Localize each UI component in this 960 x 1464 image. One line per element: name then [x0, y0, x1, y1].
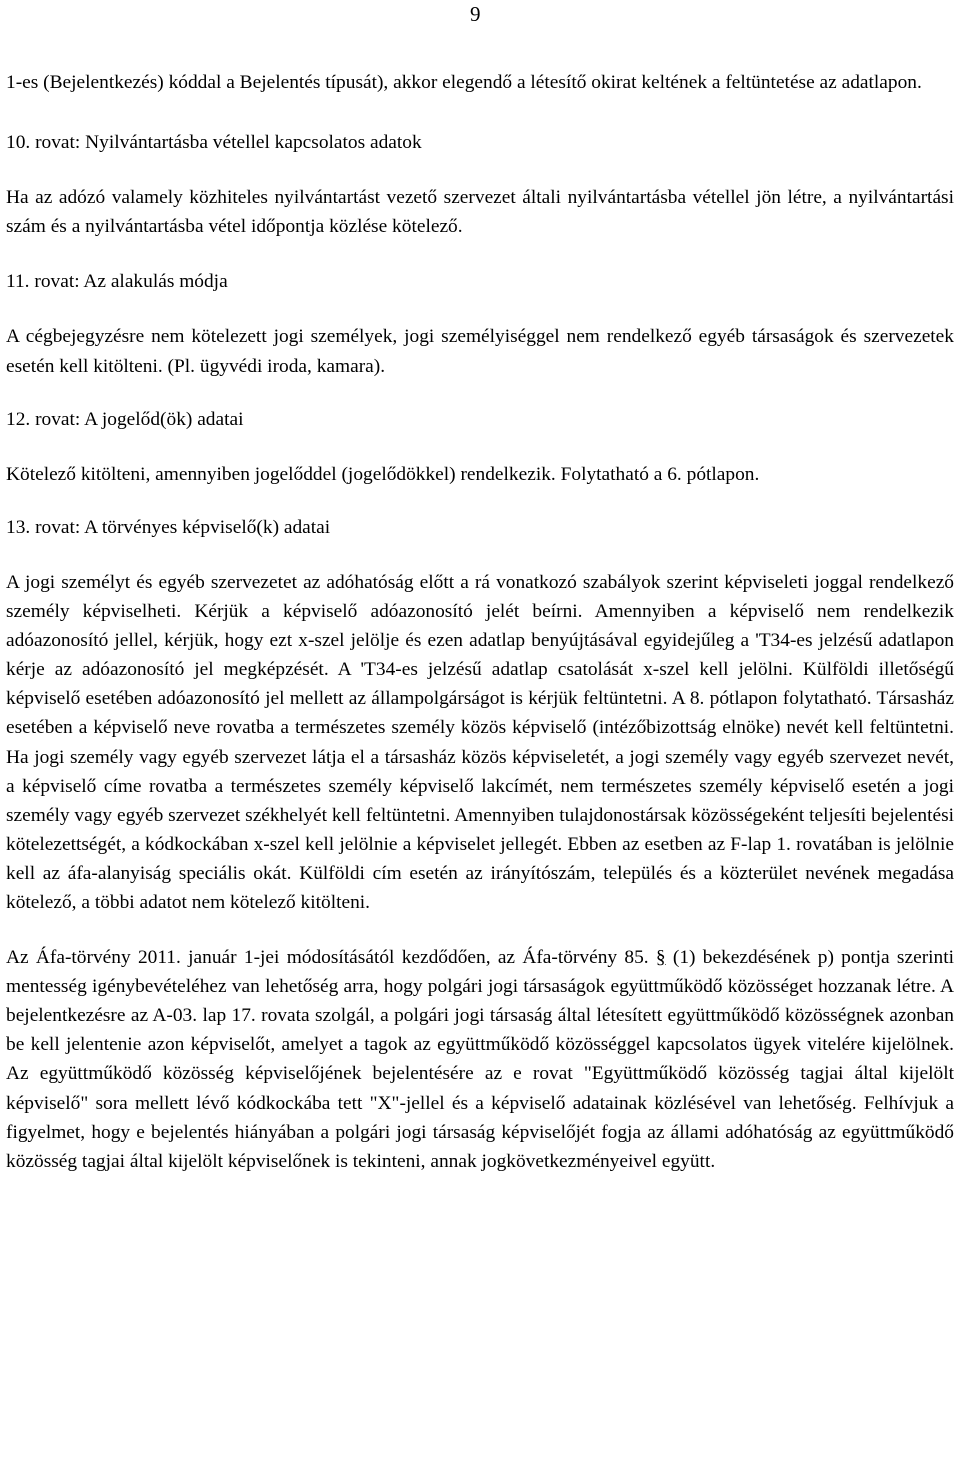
section-10-heading: 10. rovat: Nyilvántartásba vétellel kapcsolatos adatok — [6, 132, 422, 154]
section-11-heading: 11. rovat: Az alakulás módja — [6, 271, 228, 293]
afa-paragraph-start: Az Áfa-törvény 2011. január 1-jei módosításától kezdődően, az Áfa-törvény 85. — [6, 947, 656, 969]
afa-paragraph — [6, 943, 954, 1176]
section-10-body: Ha az adózó valamely közhiteles nyilvántartást vezető szervezet általi nyilvántartásba vétellel jön létre, a nyilvántartási szám és a nyilvántartásba vétel időpontja közlése kötelező. — [6, 187, 954, 238]
section-12-heading: 12. rovat: A jogelőd(ök) adatai — [6, 408, 244, 430]
section-13-heading: 13. rovat: A törvényes képviselő(k) adatai — [6, 516, 331, 538]
section-12-body: Kötelező kitölteni, amennyiben jogelőddel (jogelődökkel) rendelkezik. Folytatható a 6. pótlapon. — [6, 463, 760, 485]
document-body — [6, 68, 954, 1176]
page-number: 9 — [470, 2, 481, 26]
section-sign: § — [655, 947, 666, 969]
section-11-body: A cégbejegyzésre nem kötelezett jogi személyek, jogi személyiséggel nem rendelkező egyéb társaságok és szervezetek esetén kell kitölteni. (Pl. ügyvédi iroda, kamara). — [6, 326, 954, 377]
afa-paragraph-rest: (1) bekezdésének p) pontja szerinti mentesség igénybevételéhez van lehetőség arra, hogy polgári jogi társaságok együttműködő közösséget hozzanak létre. A bejelentkezésre az A-03. lap 17. rovata szolgál, a polgári jogi társaság által létesített együttműködő közösségnek azonban be kell jelentenie azon képviselőt, amelyet a tagok az együttműködő közösséggel kapcsolatos ügyek vitelére kijelölnek. Az együttműködő közösség képviselőjének bejelentésére az e rovat "Együttműködő közösség tagjai által kijelölt képviselő" sora mellett lévő kódkockába tett "X"-jellel és a képviselő adatainak közlésével van lehetőség. Felhívjuk a figyelmet, hogy e bejelentés hiányában a polgári jogi társaság képviselőjét fogja az állami adóhatóság az együttműködő közösség tagjai által kijelölt képviselőnek is tekinteni, annak jogkövetkezményeivel együtt. — [6, 947, 955, 1172]
section-13-body: A jogi személyt és egyéb szervezetet az adóhatóság előtt a rá vonatkozó szabályok szerint képviseleti joggal rendelkező személy képviselheti. Kérjük a képviselő adóazonosító jelét beírni. Amennyiben a képviselő nem rendelkezik adóazonosító jellel, kérjük, hogy ezt x-szel jelölje és ezen adatlap benyújtásával egyidejűleg a 'T34-es jelzésű adatlapon kérje az adóazonosító jel megképzését. A 'T34-es jelzésű adatlap csatolását x-szel kell jelölni. Külföldi illetőségű képviselő esetében adóazonosító jel mellett az állampolgárságot is kérjük feltüntetni. A 8. pótlapon folytatható. Társasház esetében a képviselő neve rovatba a természetes személy közös képviselő (intézőbizottság elnöke) nevét kell feltüntetni. Ha jogi személy vagy egyéb szervezet látja el a társasház közös képviseletét, a jogi személy vagy egyéb szervezet nevét, a képviselő címe rovatba a természetes személy képviselő lakcímét, nem természetes személy képviselő esetén a jogi személy vagy egyéb szervezet székhelyét kell feltüntetni. Amennyiben tulajdonostársak közösségeként teljesíti bejelentési kötelezettségét, a kódkockában x-szel kell jelölnie a képviselet jellegét. Ebben az esetben az F-lap 1. rovatában is jelölnie kell az áfa-alanyiság speciális okát. Külföldi cím esetén az irányítószám, település és a közterület nevének megadása kötelező, a többi adatot nem kötelező kitölteni. — [6, 571, 954, 913]
intro-paragraph: 1-es (Bejelentkezés) kóddal a Bejelentés típusát), akkor elegendő a létesítő okirat keltének a feltüntetése az adatlapon. — [6, 72, 922, 93]
